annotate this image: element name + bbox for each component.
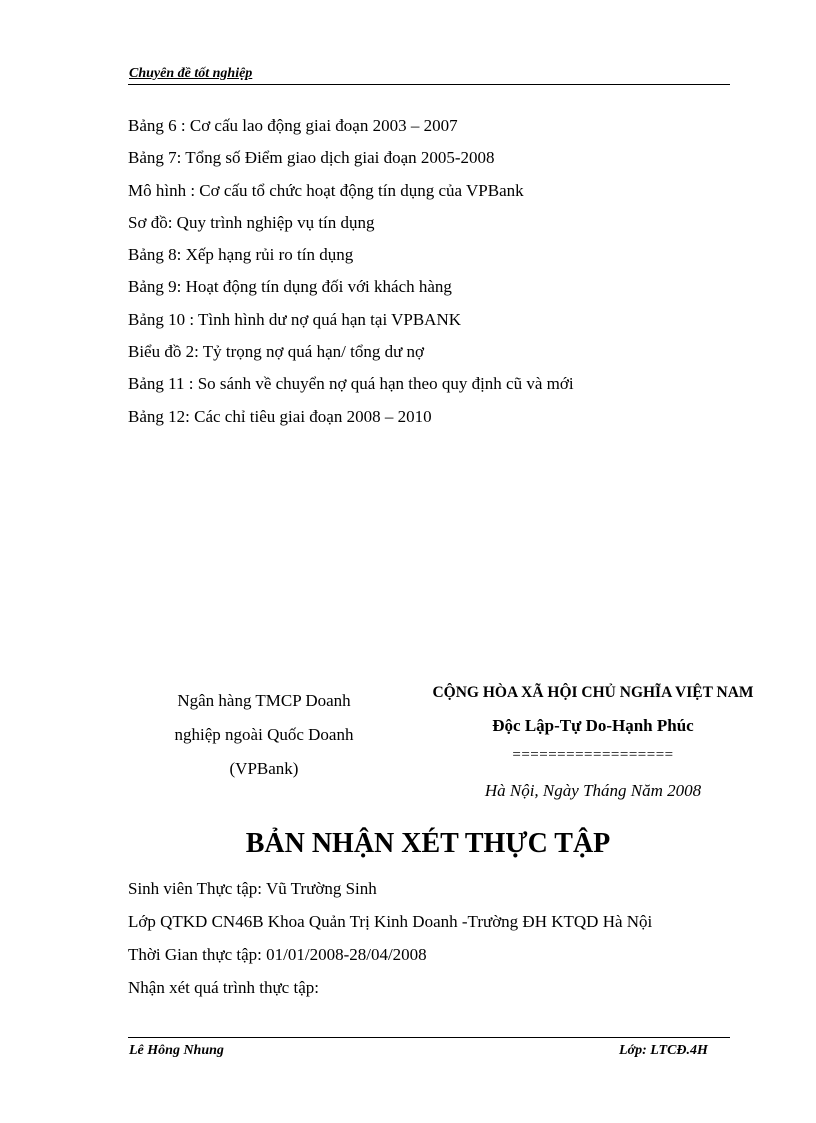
list-item: Bảng 7: Tổng số Điểm giao dịch giai đoạn 2005-2008: [128, 148, 495, 168]
list-item: Sơ đồ: Quy trình nghiệp vụ tín dụng: [128, 212, 375, 232]
running-header: Chuyên đề tốt nghiệp: [129, 66, 253, 81]
footer-rule: [128, 1037, 730, 1038]
figure-table-list: [128, 114, 574, 437]
organization-block: [148, 684, 380, 786]
org-line: Ngân hàng TMCP Doanh: [177, 691, 351, 710]
national-motto: Độc Lập-Tự Do-Hạnh Phúc: [492, 716, 694, 735]
comment-line: Nhận xét quá trình thực tập:: [128, 978, 319, 997]
list-item: Bảng 12: Các chỉ tiêu giai đoạn 2008 – 2010: [128, 406, 432, 426]
separator-line: ==================: [512, 747, 674, 763]
org-line: nghiệp ngoài Quốc Doanh: [174, 725, 354, 744]
list-item: Bảng 6 : Cơ cấu lao động giai đoạn 2003 – 2007: [128, 116, 458, 135]
list-item: Biểu đồ 2: Tỷ trọng nợ quá hạn/ tổng dư nợ: [128, 342, 425, 362]
list-item: Bảng 9: Hoạt động tín dụng đối với khách hàng: [128, 277, 452, 297]
footer-class: Lớp: LTCĐ.4H: [619, 1043, 708, 1058]
period-line: Thời Gian thực tập: 01/01/2008-28/04/2008: [128, 945, 427, 964]
list-item: Bảng 11 : So sánh về chuyển nợ quá hạn theo quy định cũ và mới: [128, 374, 574, 394]
list-item: Bảng 8: Xếp hạng rủi ro tín dụng: [128, 245, 354, 265]
list-item: Mô hình : Cơ cấu tổ chức hoạt động tín dụng của VPBank: [128, 180, 524, 200]
org-line: (VPBank): [229, 759, 299, 778]
date-line: Hà Nội, Ngày Tháng Năm 2008: [484, 781, 702, 800]
national-title: CỘNG HÒA XÃ HỘI CHỦ NGHĨA VIỆT NAM: [432, 684, 754, 701]
list-item: Bảng 10 : Tình hình dư nợ quá hạn tại VPBANK: [128, 309, 462, 329]
footer-author: Lê Hông Nhung: [129, 1043, 224, 1058]
student-line: Sinh viên Thực tập: Vũ Trường Sinh: [128, 879, 377, 898]
header-rule: [128, 84, 730, 85]
class-line: Lớp QTKD CN46B Khoa Quản Trị Kinh Doanh -Trường ĐH KTQD Hà Nội: [128, 912, 653, 931]
document-title: BẢN NHẬN XÉT THỰC TẬP: [245, 828, 611, 859]
